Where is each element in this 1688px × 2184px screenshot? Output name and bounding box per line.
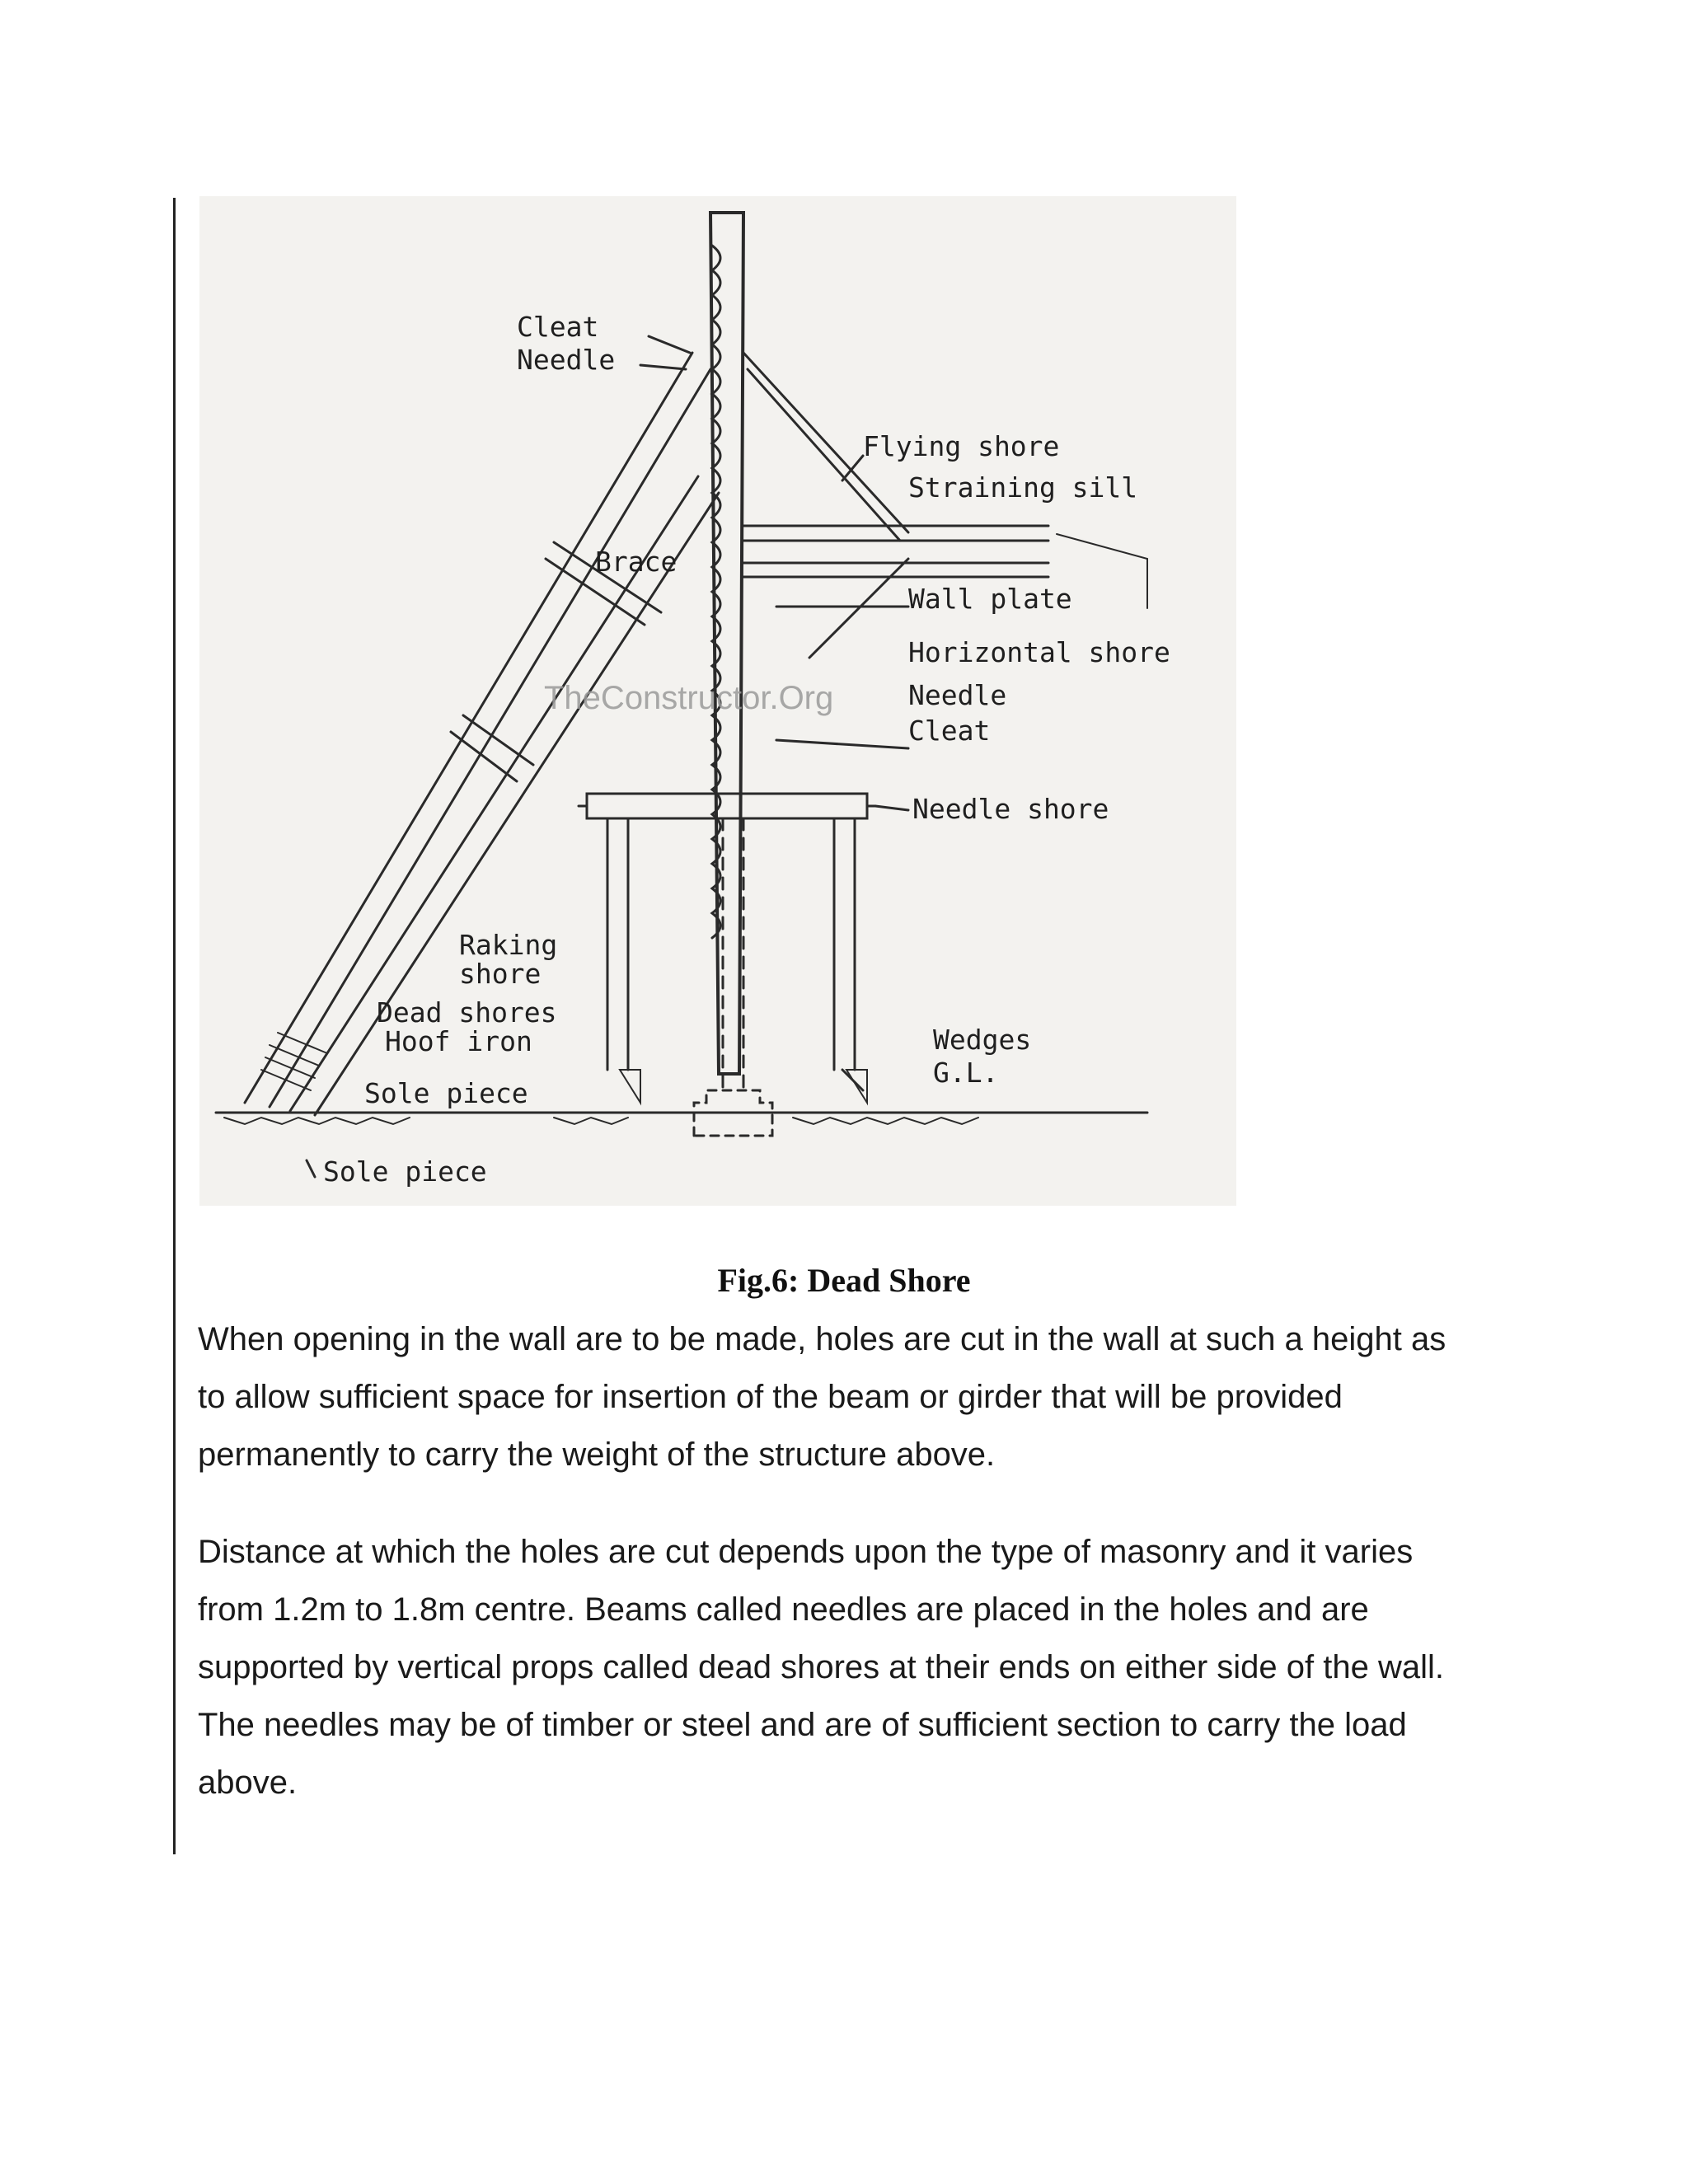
label-raking-shore-1: Raking (459, 929, 558, 961)
label-straining-sill: Straining sill (908, 471, 1138, 504)
label-needle-mid: Needle (908, 679, 1007, 711)
watermark: TheConstructor.Org (544, 680, 834, 716)
label-wall-plate: Wall plate (908, 583, 1072, 615)
needle-beam (587, 794, 867, 818)
label-sole-piece-2: Sole piece (323, 1155, 487, 1188)
dead-shore-figure (199, 196, 1236, 1206)
figure-caption: Fig.6: Dead Shore (717, 1262, 971, 1299)
label-gl: G.L. (933, 1057, 999, 1089)
label-horizontal-shore: Horizontal shore (908, 636, 1170, 668)
dead-shore-left (607, 818, 628, 1070)
label-raking-shore-2: shore (459, 958, 542, 990)
paragraph-2: Distance at which the holes are cut depends upon the type of masonry and it varies from 1.2m to 1.8m centre. Beams called needles are placed in the holes and are supported by vertical props called dead shores at their ends on either side of the wall. The needles may be of timber or steel and are of sufficient section to carry the load above. (198, 1534, 1444, 1801)
label-sole-piece-1: Sole piece (364, 1077, 528, 1109)
label-brace: Brace (595, 546, 678, 578)
raking-shore-outer (245, 353, 710, 1107)
dead-shore-right (834, 818, 855, 1070)
left-margin-rule (173, 198, 176, 1854)
label-needle-shore: Needle shore (912, 793, 1109, 825)
paragraph-1: When opening in the wall are to be made, holes are cut in the wall at such a height as to allow sufficient space for insertion of the beam or girder that will be provided permanently to carry the weight of the structure above. (198, 1321, 1447, 1473)
label-dead-shores: Dead shores (377, 996, 557, 1029)
label-flying-shore: Flying shore (863, 430, 1060, 462)
label-hoof-iron: Hoof iron (385, 1025, 532, 1057)
straining-sill (743, 526, 1048, 541)
dead-shore-diagram (199, 196, 1236, 1206)
label-cleat-top: Cleat (517, 311, 599, 343)
label-needle-top: Needle (517, 344, 616, 376)
label-cleat-mid: Cleat (908, 715, 991, 747)
label-wedges: Wedges (933, 1024, 1032, 1056)
